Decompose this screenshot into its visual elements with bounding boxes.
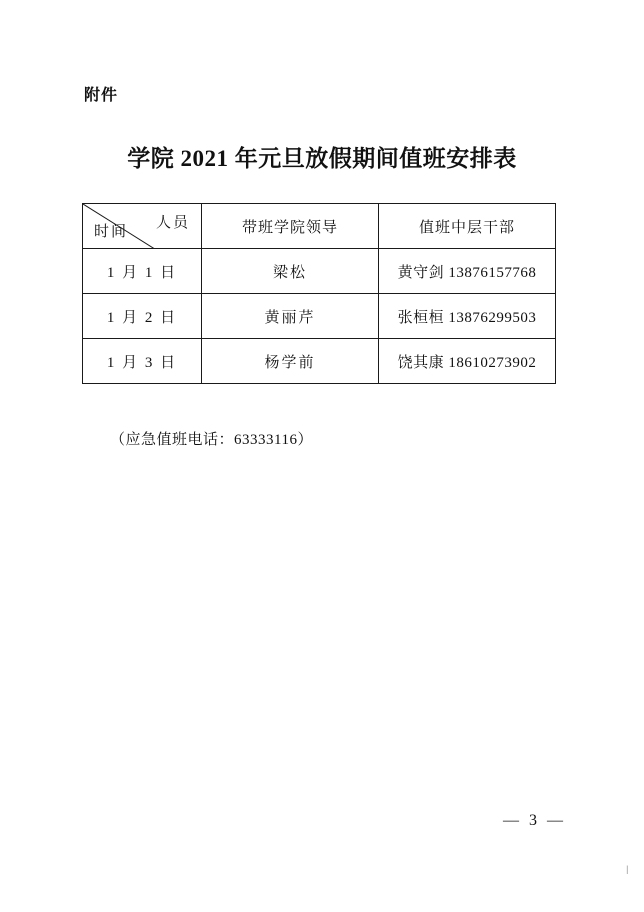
duty-schedule-table [82, 203, 556, 384]
table-header-cadre [379, 204, 556, 249]
table-header-row [83, 204, 556, 249]
page-title: 学院 2021 年元旦放假期间值班安排表 [127, 146, 517, 171]
header-cadre-label: 值班中层干部 [418, 219, 515, 236]
table-row [83, 339, 556, 384]
cell-date [83, 294, 202, 339]
cell-leader [202, 339, 379, 384]
cell-leader [202, 294, 379, 339]
edge-mark: | [626, 864, 628, 874]
page-number: — 3 — [503, 812, 566, 829]
cell-cadre [379, 339, 556, 384]
cell-date [83, 339, 202, 384]
table-row [83, 294, 556, 339]
cell-cadre [379, 294, 556, 339]
leader-value: 杨学前 [264, 354, 316, 371]
date-value: 1 月 2 日 [106, 309, 178, 326]
emergency-phone-note: （应急值班电话：63333116） [110, 432, 313, 448]
attachment-label: 附件 [84, 87, 119, 104]
header-leader-label: 带班学院领导 [241, 219, 338, 236]
cell-date [83, 249, 202, 294]
date-value: 1 月 1 日 [106, 264, 178, 281]
cadre-value: 张桓桓 13876299503 [397, 309, 537, 326]
cadre-value: 黄守剑 13876157768 [397, 264, 537, 281]
header-person-label: 人员 [155, 215, 190, 231]
leader-value: 梁松 [272, 264, 307, 281]
leader-value: 黄丽芹 [264, 309, 316, 326]
cell-leader [202, 249, 379, 294]
header-time-label: 时间 [94, 224, 129, 240]
cadre-value: 饶其康 18610273902 [397, 354, 537, 371]
table-header-leader [202, 204, 379, 249]
table-header-corner-cell [83, 204, 202, 249]
cell-cadre [379, 249, 556, 294]
date-value: 1 月 3 日 [106, 354, 178, 371]
table-row [83, 249, 556, 294]
